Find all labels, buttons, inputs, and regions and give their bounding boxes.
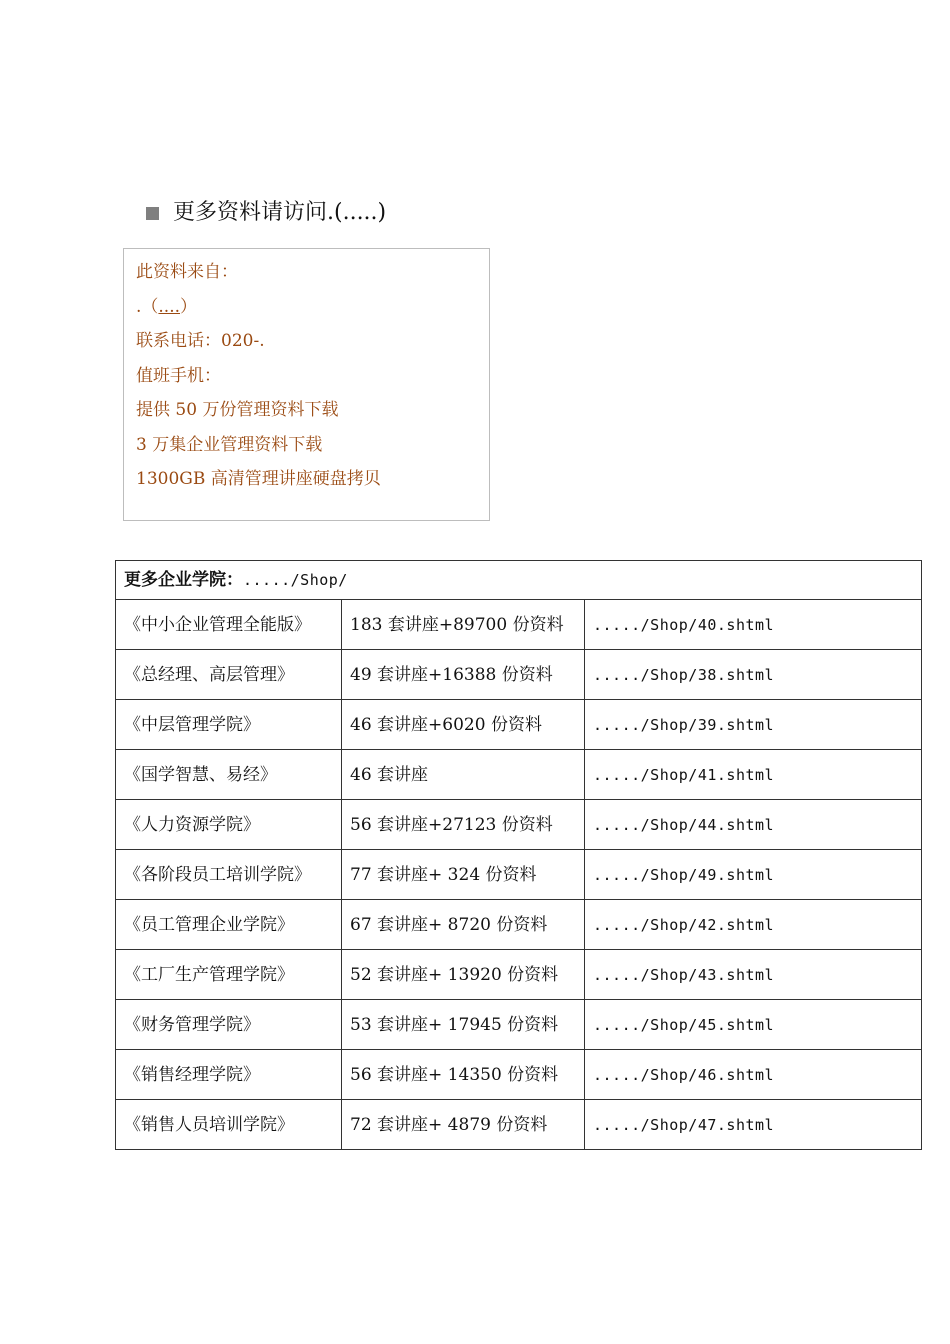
course-name-cell: 《人力资源学院》	[116, 800, 342, 850]
table-row	[116, 850, 922, 900]
course-desc-cell: 52 套讲座+ 13920 份资料	[342, 950, 585, 1000]
course-url-cell[interactable]: ...../Shop/39.shtml	[585, 700, 922, 750]
course-url-cell[interactable]: ...../Shop/38.shtml	[585, 650, 922, 700]
url-suffix: ）	[180, 296, 198, 317]
course-desc-cell: 53 套讲座+ 17945 份资料	[342, 1000, 585, 1050]
offer-line-2: 3 万集企业管理资料下载	[136, 434, 323, 455]
course-url-cell[interactable]: ...../Shop/42.shtml	[585, 900, 922, 950]
table-row	[116, 750, 922, 800]
course-desc-cell: 72 套讲座+ 4879 份资料	[342, 1100, 585, 1150]
course-name-cell: 《员工管理企业学院》	[116, 900, 342, 950]
course-url-cell[interactable]: ...../Shop/47.shtml	[585, 1100, 922, 1150]
course-desc-cell: 56 套讲座+27123 份资料	[342, 800, 585, 850]
course-name-cell: 《销售经理学院》	[116, 1050, 342, 1100]
table-row	[116, 600, 922, 650]
phone-line: 联系电话：020-.	[136, 331, 265, 351]
source-url-line	[136, 290, 477, 325]
table-row	[116, 650, 922, 700]
course-name-cell: 《中小企业管理全能版》	[116, 600, 342, 650]
course-url-cell[interactable]: ...../Shop/49.shtml	[585, 850, 922, 900]
course-desc-cell: 67 套讲座+ 8720 份资料	[342, 900, 585, 950]
course-desc-cell: 46 套讲座+6020 份资料	[342, 700, 585, 750]
source-info-box	[123, 248, 490, 521]
page-heading	[146, 196, 386, 230]
course-desc-cell: 183 套讲座+89700 份资料	[342, 600, 585, 650]
table-row	[116, 800, 922, 850]
course-name-cell: 《销售人员培训学院》	[116, 1100, 342, 1150]
header-label: 更多企业学院：	[124, 570, 243, 590]
course-name-cell: 《财务管理学院》	[116, 1000, 342, 1050]
table-header-row	[116, 561, 922, 600]
table-row	[116, 1000, 922, 1050]
table-row	[116, 1050, 922, 1100]
course-url-cell[interactable]: ...../Shop/44.shtml	[585, 800, 922, 850]
table-row	[116, 950, 922, 1000]
course-name-cell: 《工厂生产管理学院》	[116, 950, 342, 1000]
table-header-cell	[116, 561, 922, 600]
url-prefix: .（	[136, 296, 159, 317]
mobile-line: 值班手机：	[136, 365, 221, 386]
course-desc-cell: 46 套讲座	[342, 750, 585, 800]
table-row	[116, 700, 922, 750]
course-url-cell[interactable]: ...../Shop/45.shtml	[585, 1000, 922, 1050]
course-name-cell: 《总经理、高层管理》	[116, 650, 342, 700]
course-url-cell[interactable]: ...../Shop/41.shtml	[585, 750, 922, 800]
source-label: 此资料来自：	[136, 262, 238, 282]
course-name-cell: 《中层管理学院》	[116, 700, 342, 750]
course-url-cell[interactable]: ...../Shop/46.shtml	[585, 1050, 922, 1100]
offer-line-3: 1300GB 高清管理讲座硬盘拷贝	[136, 469, 381, 489]
square-bullet-icon	[146, 207, 159, 220]
course-name-cell: 《国学智慧、易经》	[116, 750, 342, 800]
course-table	[115, 560, 922, 1150]
table-row	[116, 900, 922, 950]
offer-line-1: 提供 50 万份管理资料下载	[136, 400, 339, 420]
course-desc-cell: 77 套讲座+ 324 份资料	[342, 850, 585, 900]
table-row	[116, 1100, 922, 1150]
course-desc-cell: 56 套讲座+ 14350 份资料	[342, 1050, 585, 1100]
course-name-cell: 《各阶段员工培训学院》	[116, 850, 342, 900]
heading-text: 更多资料请访问.(.....)	[173, 200, 387, 225]
course-url-cell[interactable]: ...../Shop/40.shtml	[585, 600, 922, 650]
course-url-cell[interactable]: ...../Shop/43.shtml	[585, 950, 922, 1000]
header-url[interactable]: ...../Shop/	[243, 571, 348, 589]
course-desc-cell: 49 套讲座+16388 份资料	[342, 650, 585, 700]
source-url-link[interactable]: ....	[158, 296, 181, 317]
table-body	[116, 600, 922, 1150]
